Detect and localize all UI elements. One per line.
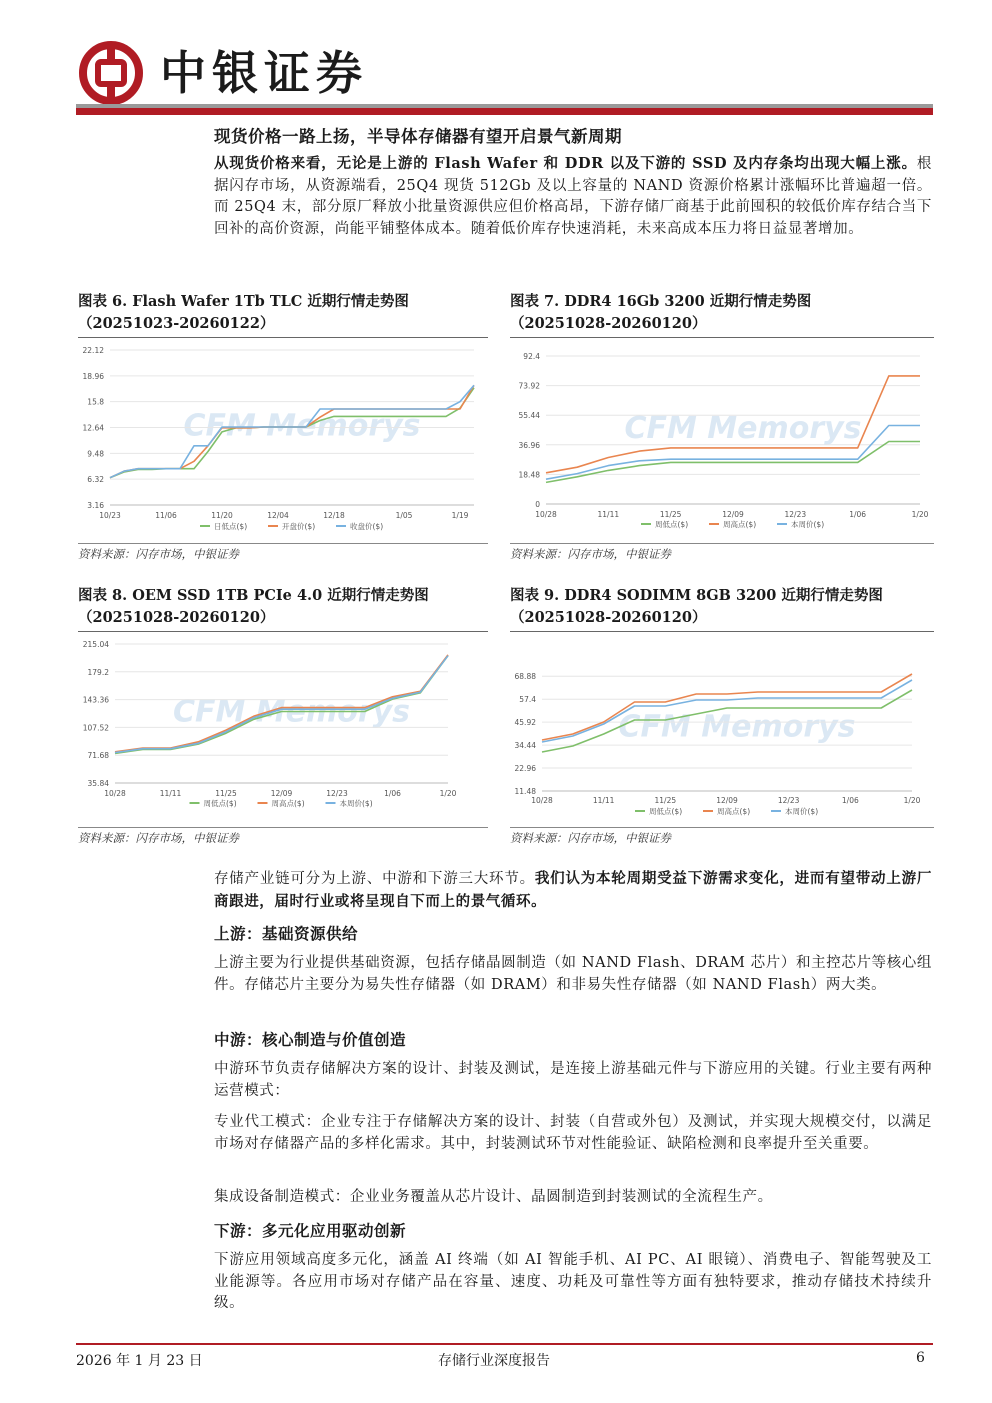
midstream-heading: 中游：核心制造与价值创造 bbox=[214, 1030, 407, 1049]
x-tick-label: 12/23 bbox=[777, 796, 800, 805]
upstream-paragraph: 上游主要为行业提供基础资源，包括存储晶圆制造（如 NAND Flash、DRAM 芯片）和主控芯片等核心组件。存储芯片主要分为易失性存储器（如 DRAM）和非易失性存储器（如 NAND Flash）两大类。 bbox=[214, 955, 932, 993]
fig6-chart bbox=[78, 340, 488, 540]
fig7-source: 资料来源：闪存市场，中银证券 bbox=[510, 547, 671, 561]
intro-body: 根据闪存市场，从资源端看，25Q4 现货 512Gb 及以上容量的 NAND 资源价格累计涨幅环比普遍超一倍。而 25Q4 末，部分原厂释放小批量资源供应但价格高昂，下游存储厂商基于此前囤积的较低价库存结合当下回补的高价资源，尚能平铺整体成本。随着低价库存快速消耗，未来高成本压力将日益显著增加。 bbox=[214, 156, 932, 237]
chain-view: 我们认为本轮周期受益下游需求变化，进而有望带动上游厂商跟进，届时行业或将呈现自下而上的景气循环。 bbox=[214, 870, 932, 910]
midstream-paragraph: 中游环节负责存储解决方案的设计、封装及测试，是连接上游基础元件与下游应用的关键。行业主要有两种运营模式： bbox=[214, 1061, 932, 1099]
fig9-source: 资料来源：闪存市场，中银证券 bbox=[510, 831, 671, 845]
fig6-bottom-rule bbox=[78, 543, 488, 544]
x-tick-label: 1/20 bbox=[439, 789, 457, 798]
x-tick-label: 10/28 bbox=[535, 510, 557, 519]
y-tick-label: 22.96 bbox=[514, 764, 536, 774]
y-tick-label: 0 bbox=[535, 500, 540, 509]
legend-label: 日低点($) bbox=[214, 522, 248, 531]
fig6-title: 图表 6. Flash Wafer 1Tb TLC 近期行情走势图 bbox=[78, 293, 409, 310]
boc-logo bbox=[78, 40, 144, 106]
cfm-memorys-watermark: CFM Memorys bbox=[624, 411, 862, 446]
x-tick-label: 10/23 bbox=[99, 511, 121, 520]
fig7-top-rule bbox=[510, 337, 934, 338]
downstream-heading: 下游：多元化应用驱动创新 bbox=[214, 1221, 407, 1240]
y-tick-label: 12.64 bbox=[82, 423, 104, 433]
y-tick-label: 179.2 bbox=[87, 667, 109, 677]
y-tick-label: 57.4 bbox=[519, 695, 536, 705]
footer-page-number: 6 bbox=[916, 1350, 925, 1366]
legend-label: 周高点($) bbox=[271, 799, 305, 808]
fig7-chart bbox=[510, 340, 934, 540]
header-divider-red bbox=[76, 108, 933, 115]
fig7-title: 图表 7. DDR4 16Gb 3200 近期行情走势图 bbox=[510, 293, 812, 310]
x-tick-label: 11/25 bbox=[215, 789, 237, 798]
x-tick-label: 11/06 bbox=[155, 511, 177, 520]
legend-label: 周高点($) bbox=[723, 520, 757, 529]
cfm-memorys-watermark: CFM Memorys bbox=[183, 408, 421, 444]
fig6-source: 资料来源：闪存市场，中银证券 bbox=[78, 547, 239, 561]
x-tick-label: 1/20 bbox=[903, 796, 921, 805]
legend-label: 收盘价($) bbox=[350, 522, 384, 531]
x-tick-label: 11/11 bbox=[592, 796, 615, 805]
fig8-chart bbox=[78, 634, 488, 824]
fig9-title: 图表 9. DDR4 SODIMM 8GB 3200 近期行情走势图 bbox=[510, 587, 883, 604]
legend-label: 本周价($) bbox=[339, 799, 373, 808]
x-tick-label: 12/18 bbox=[323, 511, 345, 520]
industry-chain-paragraph bbox=[214, 868, 932, 913]
y-tick-label: 215.04 bbox=[82, 640, 109, 649]
fig8-subtitle: （20251028-20260120） bbox=[78, 609, 275, 626]
y-tick-label: 11.48 bbox=[514, 787, 536, 796]
intro-paragraph bbox=[214, 153, 932, 240]
chain-intro: 存储产业链可分为上游、中游和下游三大环节。 bbox=[214, 871, 535, 887]
y-tick-label: 71.68 bbox=[87, 751, 109, 761]
x-tick-label: 12/09 bbox=[716, 796, 738, 805]
x-tick-label: 12/09 bbox=[722, 510, 744, 519]
fig9-subtitle: （20251028-20260120） bbox=[510, 609, 707, 626]
x-tick-label: 1/06 bbox=[841, 796, 859, 805]
fig8-title: 图表 8. OEM SSD 1TB PCIe 4.0 近期行情走势图 bbox=[78, 587, 429, 604]
legend-label: 周高点($) bbox=[717, 807, 751, 816]
footer-date: 2026 年 1 月 23 日 bbox=[76, 1353, 203, 1369]
y-tick-label: 143.36 bbox=[82, 695, 109, 705]
x-tick-label: 10/28 bbox=[104, 789, 126, 798]
legend-label: 周低点($) bbox=[655, 520, 689, 529]
intro-lead: 从现货价格来看，无论是上游的 Flash Wafer 和 DDR 以及下游的 SSD 及内存条均出现大幅上涨。 bbox=[214, 155, 917, 172]
legend-label: 本周价($) bbox=[791, 520, 825, 529]
y-tick-label: 55.44 bbox=[518, 411, 540, 421]
fig8-source: 资料来源：闪存市场，中银证券 bbox=[78, 831, 239, 845]
x-tick-label: 12/23 bbox=[326, 789, 348, 798]
x-tick-label: 1/19 bbox=[451, 511, 469, 520]
x-tick-label: 1/05 bbox=[395, 511, 413, 520]
x-tick-label: 11/11 bbox=[597, 510, 620, 519]
x-tick-label: 1/20 bbox=[911, 510, 929, 519]
y-tick-label: 22.12 bbox=[82, 346, 104, 355]
idm-mode-paragraph: 集成设备制造模式：企业业务覆盖从芯片设计、晶圆制造到封装测试的全流程生产。 bbox=[214, 1189, 773, 1205]
x-tick-label: 1/06 bbox=[384, 789, 401, 798]
x-tick-label: 1/06 bbox=[849, 510, 867, 519]
fig9-top-rule bbox=[510, 631, 934, 632]
fig8-top-rule bbox=[78, 631, 488, 632]
footer-report-name: 存储行业深度报告 bbox=[438, 1353, 550, 1369]
section-title: 现货价格一路上扬，半导体存储器有望开启景气新周期 bbox=[214, 127, 622, 146]
fig8-bottom-rule bbox=[78, 827, 488, 828]
x-tick-label: 12/04 bbox=[267, 511, 289, 520]
y-tick-label: 34.44 bbox=[514, 741, 536, 751]
y-tick-label: 36.96 bbox=[518, 440, 540, 450]
y-tick-label: 35.84 bbox=[87, 779, 109, 788]
y-tick-label: 15.8 bbox=[87, 397, 104, 407]
upstream-heading: 上游：基础资源供给 bbox=[214, 924, 359, 943]
footer-divider bbox=[76, 1343, 933, 1345]
y-tick-label: 6.32 bbox=[87, 475, 104, 485]
y-tick-label: 73.92 bbox=[518, 381, 540, 391]
brand-name: 中银证券 bbox=[160, 46, 368, 100]
fig9-chart bbox=[510, 634, 934, 824]
x-tick-label: 11/11 bbox=[159, 789, 182, 798]
x-tick-label: 12/09 bbox=[270, 789, 293, 798]
legend-label: 周低点($) bbox=[203, 799, 237, 808]
y-tick-label: 45.92 bbox=[514, 718, 536, 728]
x-tick-label: 11/20 bbox=[211, 511, 233, 520]
x-tick-label: 12/23 bbox=[784, 510, 807, 519]
x-tick-label: 10/28 bbox=[531, 796, 553, 805]
fig7-bottom-rule bbox=[510, 543, 934, 544]
legend-label: 开盘价($) bbox=[282, 522, 316, 531]
legend-label: 周低点($) bbox=[649, 807, 683, 816]
y-tick-label: 107.52 bbox=[82, 723, 109, 733]
fig9-bottom-rule bbox=[510, 827, 934, 828]
fig6-subtitle: （20251023-20260122） bbox=[78, 315, 275, 332]
y-tick-label: 92.4 bbox=[523, 352, 540, 361]
x-tick-label: 11/25 bbox=[654, 796, 677, 805]
downstream-paragraph: 下游应用领域高度多元化，涵盖 AI 终端（如 AI 智能手机、AI PC、AI 眼镜）、消费电子、智能驾驶及工业能源等。各应用市场对存储产品在容量、速度、功耗及可靠性等方面有独特要求，推动存储技术持续升级。 bbox=[214, 1252, 932, 1311]
fig6-top-rule bbox=[78, 337, 488, 338]
x-tick-label: 11/25 bbox=[659, 510, 682, 519]
fig7-subtitle: （20251028-20260120） bbox=[510, 315, 707, 332]
legend-label: 本周价($) bbox=[785, 807, 819, 816]
y-tick-label: 3.16 bbox=[87, 501, 104, 510]
cfm-memorys-watermark: CFM Memorys bbox=[172, 694, 411, 730]
y-tick-label: 68.88 bbox=[514, 672, 536, 682]
oem-mode-paragraph: 专业代工模式：企业专注于存储解决方案的设计、封装（自营或外包）及测试，并实现大规模交付，以满足市场对存储器产品的多样化需求。其中，封装测试环节对性能验证、缺陷检测和良率提升至关重要。 bbox=[214, 1114, 932, 1152]
y-tick-label: 18.48 bbox=[518, 470, 540, 480]
cfm-memorys-watermark: CFM Memorys bbox=[618, 709, 856, 745]
y-tick-label: 9.48 bbox=[87, 449, 104, 459]
y-tick-label: 18.96 bbox=[82, 371, 104, 381]
